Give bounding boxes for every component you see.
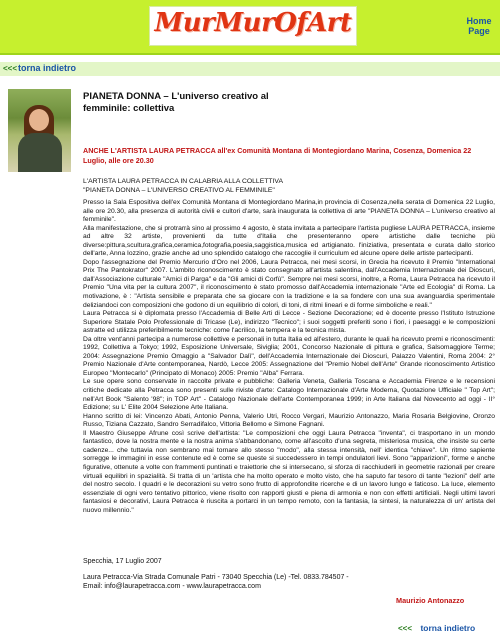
paragraph: Le sue opere sono conservate in raccolte private e pubbliche: Galleria Veneta, Galleria Toscana e Accademia Firenze e le recensioni critiche dedicate alla Petracca sono presenti sulle riviste d'arte: Catalogo Internazionale d'Arte Moderna, Quotazione Ufficiale " Top Art"; nell'Art Book "Salento '98"; in TOP Art" - Catalogo Nazionale dell'arte Contemporanea 1999; in Arte Italiana dal Novecento ad oggi - II° Edizione; su L' Elite 2004 Selezione Arte Italiana. (83, 378, 495, 412)
paragraph: Alla manifestazione, che si protrarrà sino al prossimo 4 agosto, è stata invitata a partecipare l'artista pugliese LAURA PETRACCA, insieme ad altre 32 artiste, provenienti da tutte d'Italia che presenteranno opere artistiche dalle tecniche più diverse:pittura,scultura,grafica,ceramica,fotografia,poesia,saggistica,musica ed artigianato. l'iniziativa, presentata e curata dallo storico dell'arte, Anna Iozzino, grazie anche ad uno splendido catalogo che raccoglie il curriculum ed alcune opere delle artiste partecipanti. (83, 224, 495, 258)
contact-address (83, 573, 483, 591)
back-link-bottom[interactable]: torna indietro (420, 623, 476, 633)
home-link-line1: Home (466, 16, 492, 26)
article-subheading: ANCHE L'ARTISTA LAURA PETRACCA all'ex Comunità Montana di Montegiordano Marina, Cosenza, Domenica 22 Luglio, alle ore 20.30 (83, 146, 472, 165)
title-line-2: femminile: collettiva (83, 103, 175, 114)
paragraph: Hanno scritto di lei: Vincenzo Abati, Antonio Penna, Valerio Utri, Rocco Vergari, Maurizio Antonazzo, Maria Rosaria Belgiovine, Oronzo Russo, Tiziana Cazzato, Sandro Serradifalco, Vittoria Bellomo e Simone Fagnani. (83, 412, 495, 429)
back-link-top[interactable]: torna indietro (18, 63, 76, 73)
paragraph: Dopo l'assegnazione del Premio Mercurio d'Oro nel 2006, Laura Petracca, nei mesi scorsi, in Grecia ha ricevuto il Premio "International Prix The Pantokrator" 2007. L'ambito riconoscimento è stato consegnato all'artista salentina, dall'Accademia Internazionale dei Dioscuri, dall'Associazione culturale "Amici di Parga" e da "Gli amici di Corfù". Sempre nei mesi scorsi, inoltre, a Roma, Laura Petracca ha ricevuto il Premio "Una vita per la cultura 2007", il riconoscimento è stato promosso dall'Accademia internazionale "Arte ed Ecologia" di Roma. La motivazione, è : "Artista sensibile e preparata che sa giocare con la tradizione e la sa fondere con una sua avanguardia sperimentale deliziandoci con composizioni che godono di un equilibrio di colori, di toni, di ritmi lineari e di forme simboliche e reali." (83, 258, 495, 309)
date-line: Specchia, 17 Luglio 2007 (83, 558, 162, 565)
title-line-1: PIANETA DONNA – L'universo creativo al (83, 91, 269, 102)
paragraph: Presso la Sala Espositiva dell'ex Comunità Montana di Montegiordano Marina,in provincia di Cosenza,nella serata di Domenica 22 Luglio, alle ore 20.30, alla presenza di autorità civili e cultori d'arte, sarà inaugurata la collettiva di arte "PIANETA DONNA – L'universo creativo al femminile". (83, 199, 495, 224)
paragraph: Il Maestro Giuseppe Afrune così scrive dell'artista: "Le composizioni che oggi Laura Petracca "inventa", ci trasportano in un mondo fantastico, dove la nostra mente e la nostra anima s'abbandonano, come all'ascolto d'una segreta, misteriosa musica, che insiste su certe cadenze... che tuttavia non sembrano mai tornare allo stesso "modo", alla stessa intensità, nell' identica "chiave". Un ritmo sapiente sorregge le immagini in esse contenute ed è come se queste si succedessero in tempi ondulatori lievi. Sono "apparizioni", forme e anche figurative, ottenute a volte con frammenti puntinati e traiettorie che si intersecano, si sforza di racchiuderli in geometrie razionali per creare virtuali equilibri in spazialità. Si tratta di un 'artista che ha molto operato e molto visto, che ha saputo far tesoro di tante "lezioni" dell' arte del nostro secolo. I quadri e le decorazioni su vetro sono frutto di approfondite ricerche e di un lavoro lungo e faticoso. La luce, elemento essenziale di ogni vero tentativo pittorico, viene risolto con rapporti giusti e piena di armonia e non con effetti artificiali. Negli ultimi lavori fantasiosi e decorativi, Laura Petracca è riuscita a portarci in un tempo remoto, con la fantasia, la sintesi, la naturalezza di un' artista del nuovo millennio." (83, 429, 495, 514)
home-link-line2: Page (468, 26, 490, 36)
article-body (83, 199, 495, 515)
back-nav-bar (0, 62, 500, 76)
section-title-line-2: "PIANETA DONNA – L'UNIVERSO CREATIVO AL FEMMINILE" (83, 186, 275, 194)
article-title (83, 91, 303, 115)
back-nav-bottom (398, 618, 475, 636)
back-arrows-icon: <<< (3, 64, 18, 73)
address-line-2: Email: info@laurapetracca.com - www.laurapetracca.com (83, 583, 261, 590)
section-title-line-1: L'ARTISTA LAURA PETRACCA IN CALABRIA ALLA COLLETTIVA (83, 178, 283, 185)
artist-photo (8, 89, 71, 172)
paragraph: Laura Petracca si è diplomata presso l'Accademia di Belle Arti di Lecce - Sezione Decorazione; ed è docente presso l'Istituto Istruzione Superiore Statale Polo Professionale di Tricase (Le), indirizzo "Tecnico"; i suoi soggetti preferiti sono i fiori, i paesaggi e le composizioni astratte ed utilizza preferibilmente tecniche: come l'acrilico, la tempera e la tecnica mista. (83, 310, 495, 335)
logo-text: MurMurOfArt (154, 8, 352, 38)
address-line-1: Laura Petracca-Via Strada Comunale Patri - 73040 Specchia (Le) -Tel. 0833.784507 - (83, 574, 349, 581)
home-page-link[interactable] (462, 16, 496, 36)
author-name: Maurizio Antonazzo (396, 596, 465, 605)
section-title (83, 178, 493, 195)
back-arrows-icon: <<< (398, 624, 413, 633)
site-logo[interactable] (149, 6, 357, 46)
paragraph: Da oltre vent'anni partecipa a numerose collettive e personali in tutta Italia ed all'estero, durante le quali ha ricevuto premi e riconoscimenti: 1992, Collettiva a Tokyo; 1992, Esposizione Universale, Siviglia; 2001, Concorso Nazionale di pittura e grafica, Salsomaggiore Terme; 2004: Assegnazione Premio Omaggio a "Salvador Dalì", dell'Accademia Internazionale dei Dioscuri, Palazzo Valentini, Roma 2004: 2° Premio Nazionale d'Arte contemporanea, Nardò, Lecce 2005: Assegnazione del "Premio Nobel dell'Arte" Grande riconoscimento Artistico Europeo "Montecarlo" (Principato di Monaco) 2005: Premio "Alba" Ferrara. (83, 335, 495, 377)
site-header (0, 0, 500, 55)
